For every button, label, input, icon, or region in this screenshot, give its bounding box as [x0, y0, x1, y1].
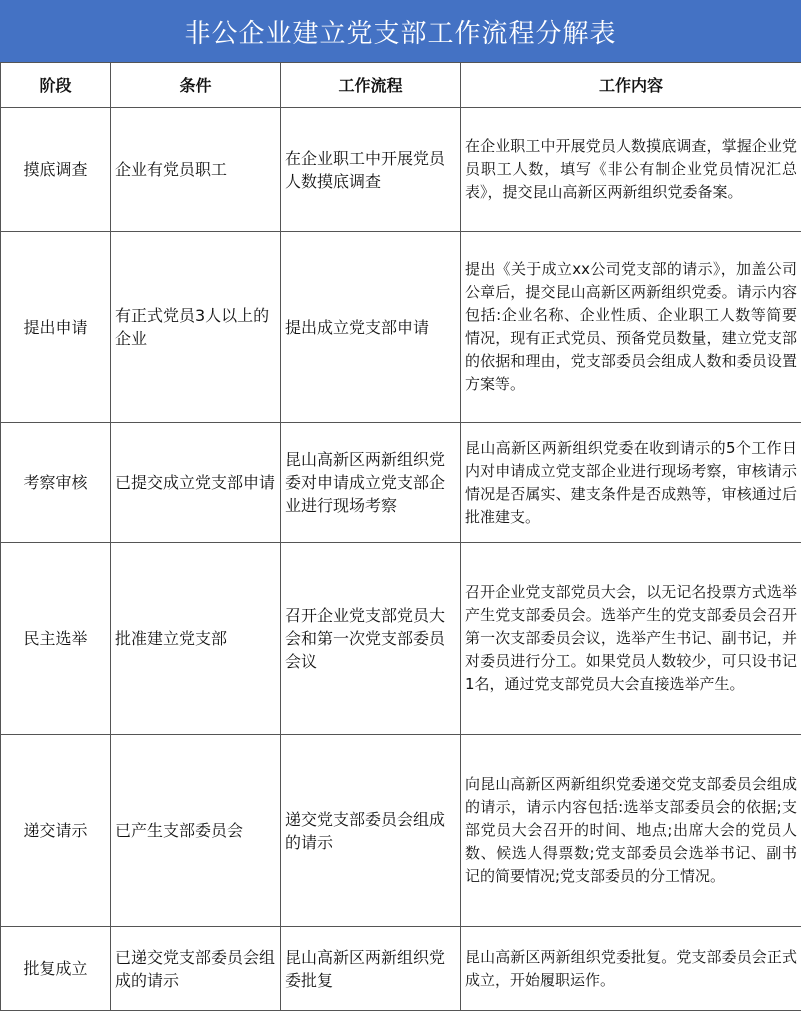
stage-cell: 摸底调查 — [1, 108, 111, 232]
content-cell: 在企业职工中开展党员人数摸底调查，掌握企业党员职工人数，填写《非公有制企业党员情况汇总表》，提交昆山高新区两新组织党委备案。 — [461, 108, 801, 232]
stage-cell: 提出申请 — [1, 232, 111, 423]
flow-cell: 昆山高新区两新组织党委批复 — [281, 927, 461, 1011]
content-cell: 召开企业党支部党员大会，以无记名投票方式选举产生党支部委员会。选举产生的党支部委员会召开第一次支部委员会议，选举产生书记、副书记，并对委员进行分工。如果党员人数较少，可只设书记1名，通过党支部党员大会直接选举产生。 — [461, 543, 801, 735]
content-cell: 昆山高新区两新组织党委批复。党支部委员会正式成立，开始履职运作。 — [461, 927, 801, 1011]
header-flow: 工作流程 — [281, 63, 461, 108]
flow-cell: 提出成立党支部申请 — [281, 232, 461, 423]
table-row — [1, 232, 801, 423]
flow-cell: 递交党支部委员会组成的请示 — [281, 735, 461, 927]
condition-cell: 有正式党员3人以上的企业 — [111, 232, 281, 423]
content-cell: 昆山高新区两新组织党委在收到请示的5个工作日内对申请成立党支部企业进行现场考察，审核请示情况是否属实、建支条件是否成熟等，审核通过后批准建支。 — [461, 423, 801, 543]
condition-cell: 批准建立党支部 — [111, 543, 281, 735]
table-row — [1, 423, 801, 543]
content-cell: 提出《关于成立xx公司党支部的请示》，加盖公司公章后，提交昆山高新区两新组织党委。请示内容包括:企业名称、企业性质、企业职工人数等简要情况，现有正式党员、预备党员数量，建立党支部的依据和理由，党支部委员会组成人数和委员设置方案等。 — [461, 232, 801, 423]
stage-cell: 考察审核 — [1, 423, 111, 543]
stage-cell: 递交请示 — [1, 735, 111, 927]
header-condition: 条件 — [111, 63, 281, 108]
stage-cell: 批复成立 — [1, 927, 111, 1011]
flow-cell: 在企业职工中开展党员人数摸底调查 — [281, 108, 461, 232]
table-row — [1, 108, 801, 232]
header-row — [1, 63, 801, 108]
condition-cell: 已提交成立党支部申请 — [111, 423, 281, 543]
header-content: 工作内容 — [461, 63, 801, 108]
table-row — [1, 927, 801, 1011]
content-cell: 向昆山高新区两新组织党委递交党支部委员会组成的请示，请示内容包括:选举支部委员会的依据;支部党员大会召开的时间、地点;出席大会的党员人数、候选人得票数;党支部委员会选举书记、副书记的简要情况;党支部委员的分工情况。 — [461, 735, 801, 927]
table-title: 非公企业建立党支部工作流程分解表 — [0, 0, 801, 62]
stage-cell: 民主选举 — [1, 543, 111, 735]
condition-cell: 已产生支部委员会 — [111, 735, 281, 927]
header-stage: 阶段 — [1, 63, 111, 108]
table-row — [1, 735, 801, 927]
process-table — [0, 62, 801, 1011]
flow-cell: 昆山高新区两新组织党委对申请成立党支部企业进行现场考察 — [281, 423, 461, 543]
table-row — [1, 543, 801, 735]
flow-cell: 召开企业党支部党员大会和第一次党支部委员会议 — [281, 543, 461, 735]
condition-cell: 已递交党支部委员会组成的请示 — [111, 927, 281, 1011]
condition-cell: 企业有党员职工 — [111, 108, 281, 232]
